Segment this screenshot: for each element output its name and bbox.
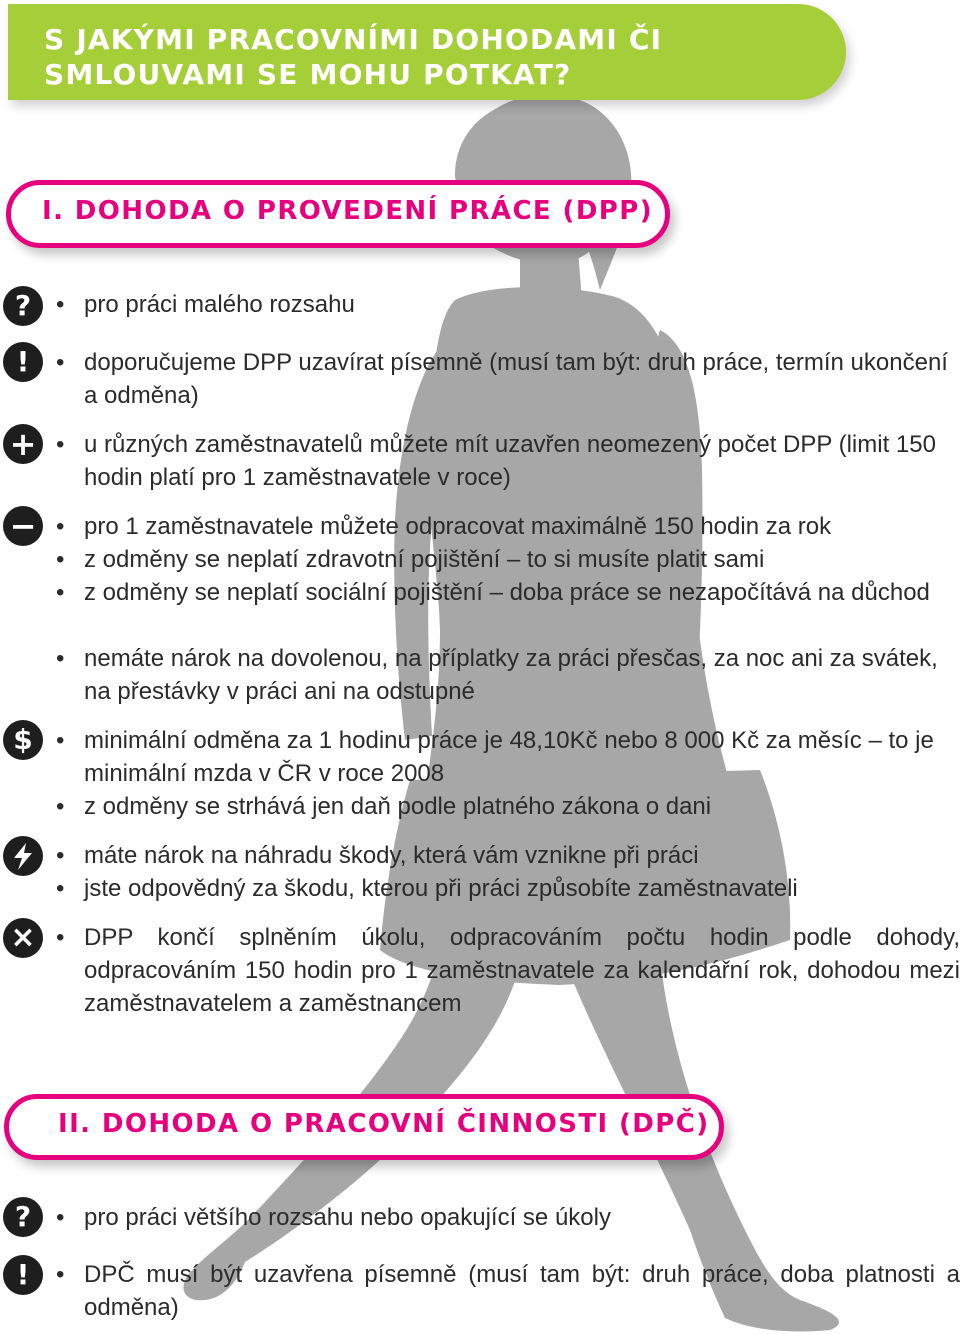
list-item (56, 1258, 960, 1324)
page-title: S JAKÝMI PRACOVNÍMI DOHODAMI ČI SMLOUVAMI SE MOHU POTKAT? (44, 23, 663, 91)
question-icon: ? (3, 286, 43, 326)
close-icon: × (3, 918, 43, 958)
list-item-text: z odměny se neplatí zdravotní pojištění – to si musíte platit sami (84, 546, 765, 573)
minus-icon: − (3, 506, 43, 546)
list-item-text: máte nárok na náhradu škody, která vám vznikne při práci (84, 842, 699, 869)
bullet: • (56, 546, 65, 573)
bullet: • (56, 1204, 65, 1231)
list-item-text: DPP končí splněním úkolu, odpracováním počtu hodin podle dohody, odpracováním 150 hodin pro 1 zaměstnavatele za kalendářní rok, dohodou mezi zaměstnavatelem a zaměstnancem (84, 924, 960, 1017)
dollar-icon: $ (3, 720, 43, 760)
list-item (56, 724, 960, 790)
bullet: • (56, 349, 65, 376)
plus-icon: + (3, 424, 43, 464)
bullet: • (56, 579, 65, 606)
bullet: • (56, 924, 65, 951)
list-item-text: pro práci většího rozsahu nebo opakující se úkoly (84, 1204, 611, 1231)
bullet: • (56, 513, 65, 540)
section-title-dpc: II. DOHODA O PRACOVNÍ ČINNOSTI (DPČ) (58, 1109, 710, 1139)
list-item-text: pro 1 zaměstnavatele můžete odpracovat maximálně 150 hodin za rok (84, 513, 832, 540)
bullet: • (56, 842, 65, 869)
list-item-text: minimální odměna za 1 hodinu práce je 48,10Kč nebo 8 000 Kč za měsíc – to je minimální mzda v ČR v roce 2008 (84, 727, 934, 787)
bullet: • (56, 1261, 65, 1288)
bullet: • (56, 727, 65, 754)
list-item-text: u různých zaměstnavatelů můžete mít uzavřen neomezený počet DPP (limit 150 hodin platí pro 1 zaměstnavatele v roce) (84, 431, 936, 491)
list-item (56, 1201, 960, 1234)
list-item-text: pro práci malého rozsahu (84, 291, 355, 318)
bullet: • (56, 645, 65, 672)
bullet: • (56, 793, 65, 820)
list-item (56, 543, 960, 576)
list-item-text: z odměny se strhává jen daň podle platného zákona o dani (84, 793, 712, 820)
bullet: • (56, 291, 65, 318)
list-item-text: doporučujeme DPP uzavírat písemně (musí tam být: druh práce, termín ukončení a odměna) (84, 349, 948, 409)
list-item-text: DPČ musí být uzavřena písemně (musí tam být: druh práce, doba platnosti a odměna) (84, 1261, 960, 1321)
exclamation-icon: ! (3, 342, 43, 382)
section-title-dpp: I. DOHODA O PROVEDENÍ PRÁCE (DPP) (42, 196, 654, 226)
list-item (56, 872, 960, 905)
question-icon: ? (3, 1197, 43, 1237)
bullet: • (56, 431, 65, 458)
list-item (56, 346, 960, 412)
list-item (56, 642, 960, 708)
list-item-text: nemáte nárok na dovolenou, na příplatky za práci přesčas, za noc ani za svátek, na přestávky v práci ani na odstupné (84, 645, 938, 705)
list-item (56, 576, 960, 609)
list-item (56, 510, 960, 543)
list-item (56, 839, 960, 872)
list-item-text: z odměny se neplatí sociální pojištění – doba práce se nezapočítává na důchod (84, 579, 930, 606)
exclamation-icon: ! (3, 1255, 43, 1295)
list-item (56, 790, 960, 823)
bullet: • (56, 875, 65, 902)
list-item-text: jste odpovědný za škodu, kterou při práci způsobíte zaměstnavateli (84, 875, 798, 902)
list-item (56, 428, 960, 494)
list-item (56, 288, 960, 321)
lightning-icon (3, 836, 43, 876)
list-item (56, 921, 960, 1020)
